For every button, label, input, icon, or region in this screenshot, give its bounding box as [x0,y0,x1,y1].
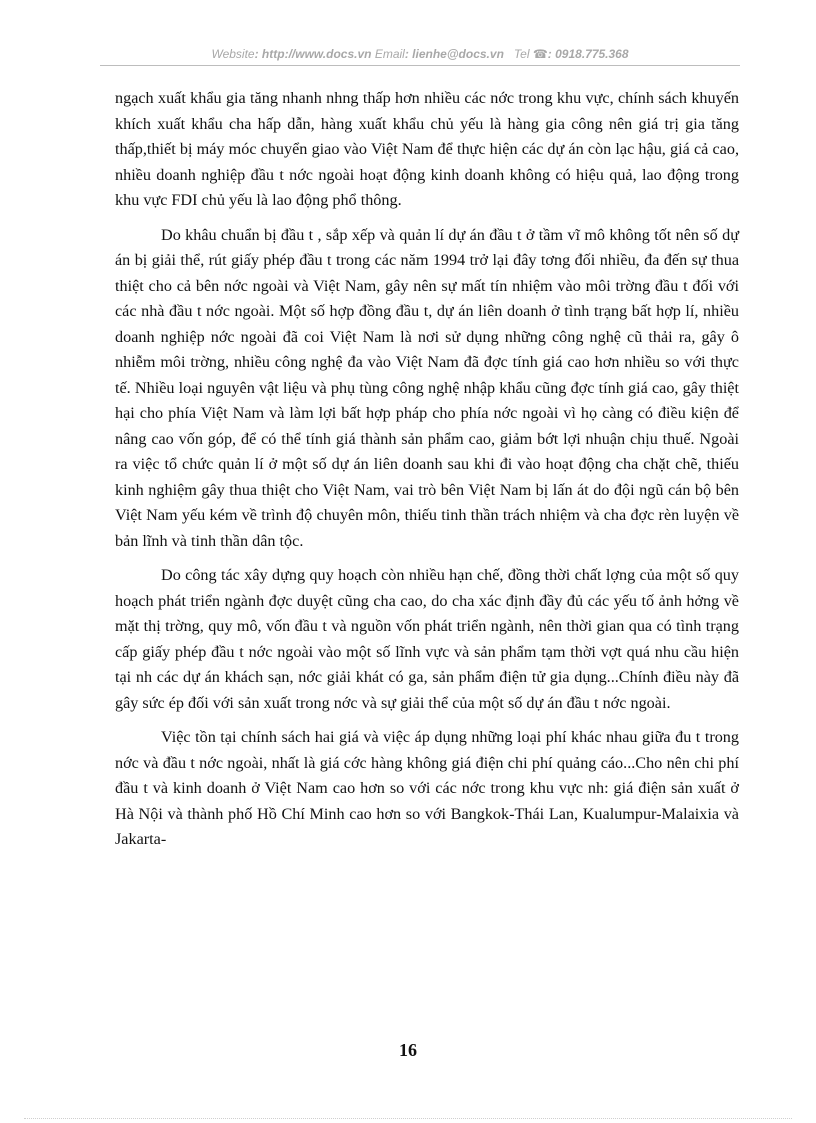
phone-icon: ☎ [532,47,548,61]
email-label: Email [374,47,405,61]
page-number: 16 [399,1040,417,1060]
website-label: Website [211,47,255,61]
paragraph-1: ngạch xuất khẩu gia tăng nhanh nhng thấp hơn nhiều các nớc trong khu vực, chính sách khuyến khích xuất khẩu cha hấp dẫn, hàng xuất khẩu chủ yếu là hàng gia công nên giá trị gia tăng thấp,thiết bị máy móc chuyển giao vào Việt Nam để thực hiện các dự án còn lạc hậu, giá cả cao, nhiều doanh nghiệp đầu t nớc ngoài hoạt động kinh doanh không có hiệu quả, lao động trong khu vực FDI chủ yếu là lao động phổ thông. [115,89,739,209]
document-body [115,86,739,862]
tel-label: Tel [513,47,530,61]
email-address: : lienhe@docs.vn [404,47,504,61]
header-divider [100,65,740,66]
phone-number: : 0918.775.368 [547,47,629,61]
paragraph-3: Do công tác xây dựng quy hoạch còn nhiều hạn chế, đồng thời chất lợng của một số quy hoạch phát triển ngành đợc duyệt cũng cha cao, do cha xác định đầy đủ các yếu tố ảnh hởng về mặt thị trờng, quy mô, vốn đầu t và nguồn vốn phát triển ngành, nên thời gian qua có tình trạng cấp giấy phép đầu t nớc ngoài vào một số lĩnh vực và sản phẩm tạm thời vợt quá nhu cầu hiện tại nh các dự án khách sạn, nớc giải khát có ga, sản phẩm điện tử gia dụng...Chính điều này đã gây sức ép đối với sản xuất trong nớc và sự giải thể của một số dự án đầu t nớc ngoài. [115,566,739,712]
website-url: : http://www.docs.vn [254,47,372,61]
paragraph-2: Do khâu chuẩn bị đầu t , sắp xếp và quản lí dự án đầu t ở tầm vĩ mô không tốt nên số dự án bị giải thể, rút giấy phép đầu t trong các năm 1994 trở lại đây tơng đối nhiều, đa đến sự thua thiệt cho cả bên nớc ngoài và Việt Nam, gây nên sự mất tín nhiệm vào môi trờng đầu t đối với các nhà đầu t nớc ngoài. Một số hợp đồng đầu t, dự án liên doanh ở tình trạng bất hợp lí, nhiều doanh nghiệp nớc ngoài đã coi Việt Nam là nơi sử dụng những công nghệ cũ thải ra, gây ô nhiễm môi trờng, nhiều công nghệ đa vào Việt Nam đã đợc tính giá cao hơn nhiều so với thực tế. Nhiều loại nguyên vật liệu và phụ tùng công nghệ nhập khẩu cũng đợc tính giá cao, gây thiệt hại cho phía Việt Nam và làm lợi bất hợp pháp cho phía nớc ngoài vì họ càng có điều kiện để nâng cao vốn góp, để có thể tính giá thành sản phẩm cao, giảm bớt lợi nhuận chịu thuế. Ngoài ra việc tổ chức quản lí ở một số dự án liên doanh sau khi đi vào hoạt động cha chặt chẽ, thiếu kinh nghiệm gây thua thiệt cho Việt Nam, vai trò bên Việt Nam bị lấn át do đội ngũ cán bộ bên Việt Nam yếu kém về trình độ chuyên môn, thiếu tinh thần trách nhiệm và cha đợc rèn luyện về bản lĩnh và tinh thần dân tộc. [115,225,739,550]
page-bottom-divider [24,1118,792,1119]
page-header [100,47,740,61]
paragraph-4: Việc tồn tại chính sách hai giá và việc áp dụng những loại phí khác nhau giữa đu t trong nớc và đầu t nớc ngoài, nhất là giá cớc hàng không giá điện chi phí quảng cáo...Cho nên chi phí đầu t và kinh doanh ở Việt Nam cao hơn so với các nớc trong khu vực nh: giá điện sản xuất ở Hà Nội và thành phố Hồ Chí Minh cao hơn so với Bangkok-Thái Lan, Kualumpur-Malaixia và Jakarta- [115,728,739,848]
